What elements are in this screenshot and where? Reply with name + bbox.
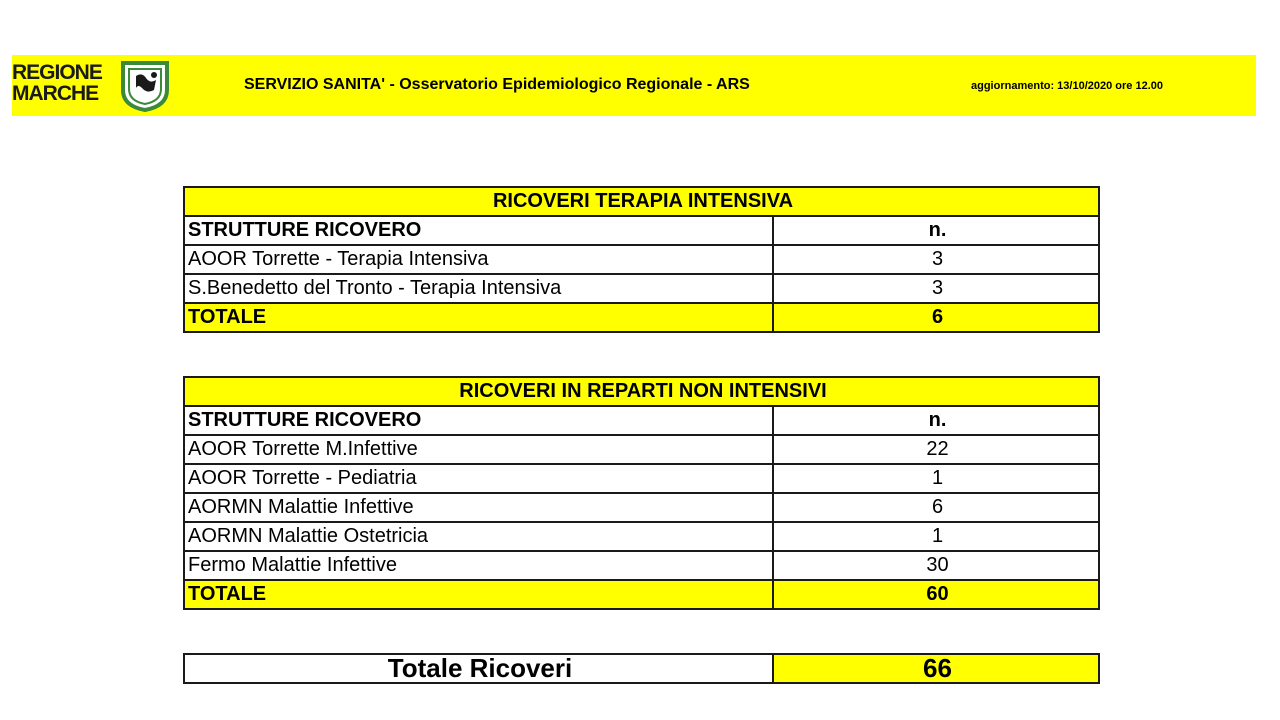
total-label: TOTALE (184, 580, 773, 609)
row-structure: AORMN Malattie Infettive (184, 493, 773, 522)
row-count: 3 (773, 274, 1099, 303)
page-title: SERVIZIO SANITA' - Osservatorio Epidemiologico Regionale - ARS (244, 76, 750, 93)
grand-total-row (184, 654, 1099, 683)
table-title: RICOVERI TERAPIA INTENSIVA (184, 187, 1099, 216)
table-row (184, 274, 1099, 303)
row-count: 1 (773, 522, 1099, 551)
row-structure: AORMN Malattie Ostetricia (184, 522, 773, 551)
column-header-structure: STRUTTURE RICOVERO (184, 406, 773, 435)
row-count: 6 (773, 493, 1099, 522)
column-header-structure: STRUTTURE RICOVERO (184, 216, 773, 245)
table-row (184, 435, 1099, 464)
table-row (184, 493, 1099, 522)
non-intensive-table (183, 376, 1100, 610)
table-title: RICOVERI IN REPARTI NON INTENSIVI (184, 377, 1099, 406)
row-count: 3 (773, 245, 1099, 274)
total-row (184, 303, 1099, 332)
total-label: TOTALE (184, 303, 773, 332)
shield-icon (120, 60, 170, 112)
row-count: 1 (773, 464, 1099, 493)
grand-total-label: Totale Ricoveri (184, 654, 773, 683)
grand-total-table (183, 653, 1100, 684)
row-count: 22 (773, 435, 1099, 464)
row-structure: AOOR Torrette - Pediatria (184, 464, 773, 493)
logo-line-1: REGIONE (12, 61, 102, 84)
column-header-n: n. (773, 406, 1099, 435)
row-count: 30 (773, 551, 1099, 580)
update-timestamp: aggiornamento: 13/10/2020 ore 12.00 (971, 80, 1163, 92)
row-structure: S.Benedetto del Tronto - Terapia Intensiva (184, 274, 773, 303)
table-row (184, 551, 1099, 580)
row-structure: Fermo Malattie Infettive (184, 551, 773, 580)
table-header-row (184, 216, 1099, 245)
logo-wordmark (12, 62, 102, 104)
total-value: 6 (773, 303, 1099, 332)
header-banner (12, 55, 1256, 116)
intensive-care-table (183, 186, 1100, 333)
total-row (184, 580, 1099, 609)
table-row (184, 522, 1099, 551)
logo-line-2: MARCHE (12, 82, 99, 105)
regione-marche-logo (12, 60, 177, 112)
table-header-row (184, 406, 1099, 435)
table-row (184, 464, 1099, 493)
table-title-row (184, 187, 1099, 216)
row-structure: AOOR Torrette - Terapia Intensiva (184, 245, 773, 274)
grand-total-value: 66 (773, 654, 1099, 683)
total-value: 60 (773, 580, 1099, 609)
row-structure: AOOR Torrette M.Infettive (184, 435, 773, 464)
table-title-row (184, 377, 1099, 406)
column-header-n: n. (773, 216, 1099, 245)
table-row (184, 245, 1099, 274)
